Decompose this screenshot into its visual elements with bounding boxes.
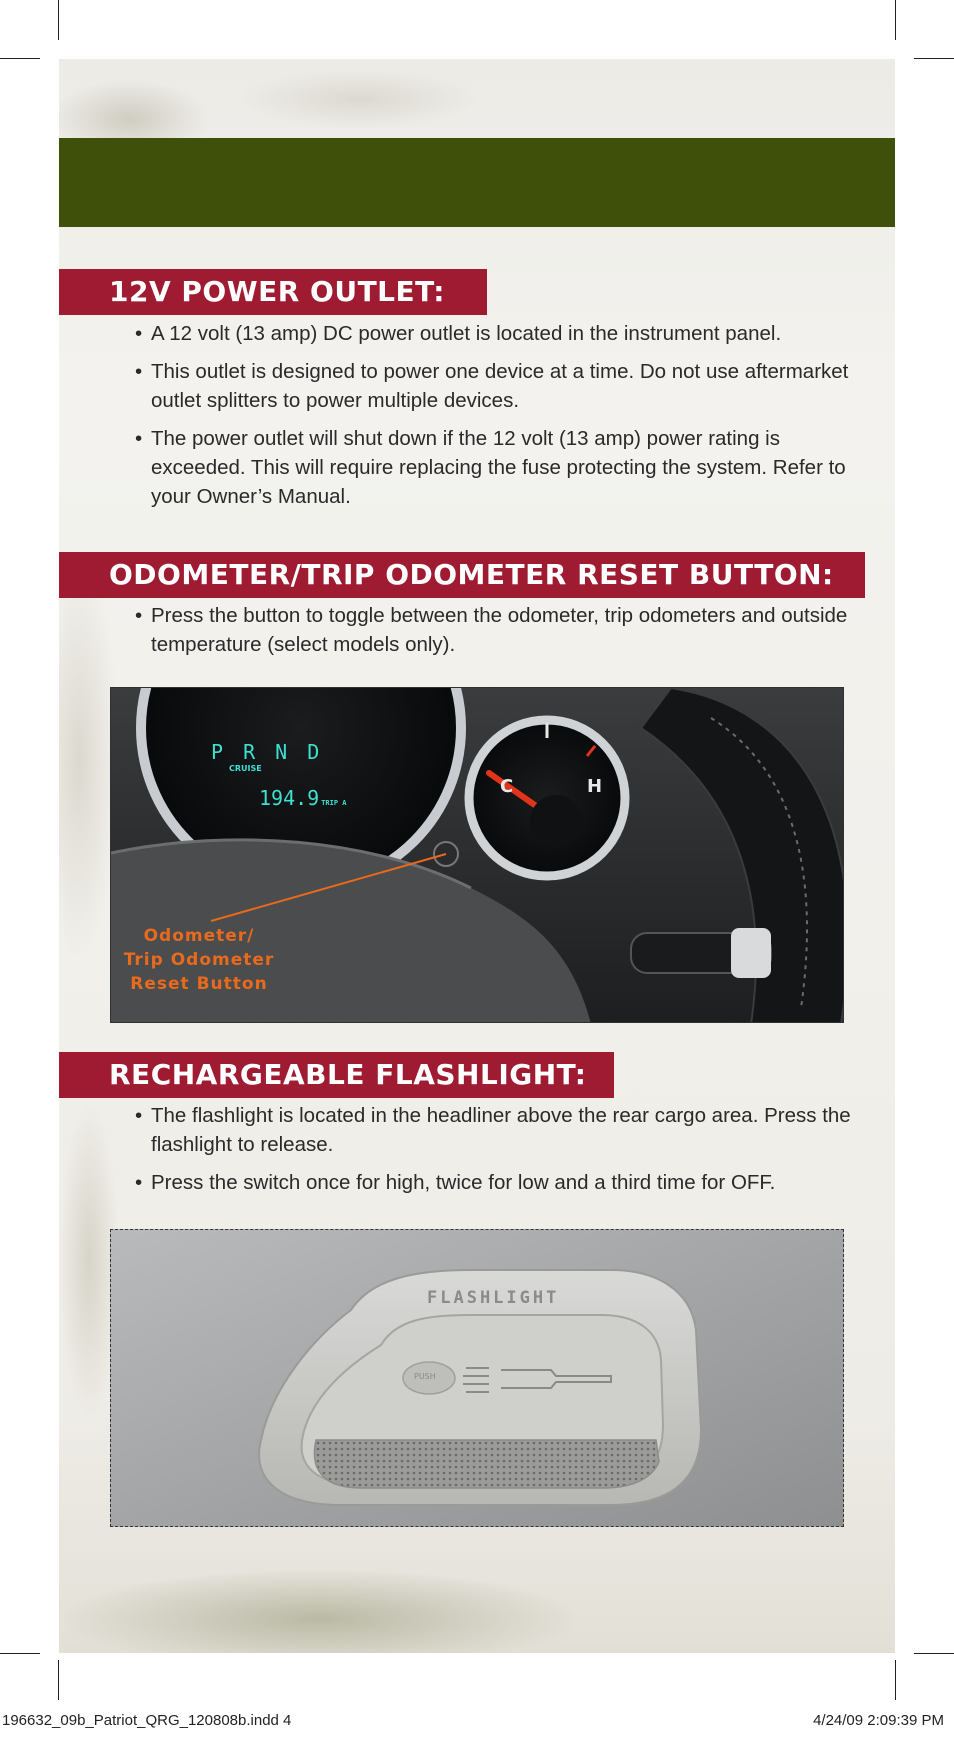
push-label: PUSH <box>414 1372 436 1381</box>
crop-mark <box>895 1660 896 1700</box>
cruise-label: CRUISE <box>229 764 262 773</box>
callout-line: Trip Odometer <box>123 950 275 970</box>
crop-mark <box>914 1653 954 1654</box>
file-slug: 196632_09b_Patriot_QRG_120808b.indd 4 <box>2 1712 292 1729</box>
odometer-reading <box>259 786 347 810</box>
instrument-cluster-photo <box>110 687 844 1023</box>
crop-mark <box>58 1660 59 1700</box>
callout-line: Reset Button <box>130 974 268 994</box>
list-item: • This outlet is designed to power one device at a time. Do not use aftermarket outlet splitters to power multiple devices. <box>135 357 875 415</box>
flashlight-heading: RECHARGEABLE FLASHLIGHT: <box>59 1052 614 1098</box>
trip-label: TRIP A <box>321 799 347 807</box>
header-stripe <box>59 138 895 227</box>
odometer-value: 194.9 <box>259 786 320 810</box>
list-item: • The power outlet will shut down if the 12 volt (13 amp) power rating is exceeded. This will require replacing the fuse protecting the system. Refer to your Owner’s Manual. <box>135 424 875 511</box>
flashlight-illustration <box>111 1230 844 1527</box>
list-item: • Press the switch once for high, twice for low and a third time for OFF. <box>135 1168 875 1197</box>
flashlight-photo <box>110 1229 844 1527</box>
list-item: • A 12 volt (13 amp) DC power outlet is located in the instrument panel. <box>135 319 875 348</box>
reset-button-callout <box>111 924 287 996</box>
flashlight-bullets <box>135 1101 875 1206</box>
crop-mark <box>895 0 896 40</box>
crop-mark <box>914 58 954 59</box>
odometer-bullets <box>135 601 875 668</box>
gear-display: P R N D <box>211 740 324 764</box>
crop-mark <box>58 0 59 40</box>
list-item: • Press the button to toggle between the odometer, trip odometers and outside temperature (select models only). <box>135 601 875 659</box>
flashlight-housing-label: FLASHLIGHT <box>427 1288 560 1308</box>
manual-page <box>59 59 895 1653</box>
gauge-cold-label: C <box>500 776 514 797</box>
power-outlet-bullets <box>135 319 875 520</box>
gauge-hot-label: H <box>587 776 603 797</box>
list-item: • The flashlight is located in the headliner above the rear cargo area. Press the flashlight to release. <box>135 1101 875 1159</box>
power-outlet-heading: 12V POWER OUTLET: <box>59 269 487 315</box>
print-timestamp: 4/24/09 2:09:39 PM <box>813 1712 944 1729</box>
crop-mark <box>0 1653 40 1654</box>
odometer-heading: ODOMETER/TRIP ODOMETER RESET BUTTON: <box>59 552 865 598</box>
callout-line: Odometer/ <box>143 926 255 946</box>
crop-mark <box>0 58 40 59</box>
